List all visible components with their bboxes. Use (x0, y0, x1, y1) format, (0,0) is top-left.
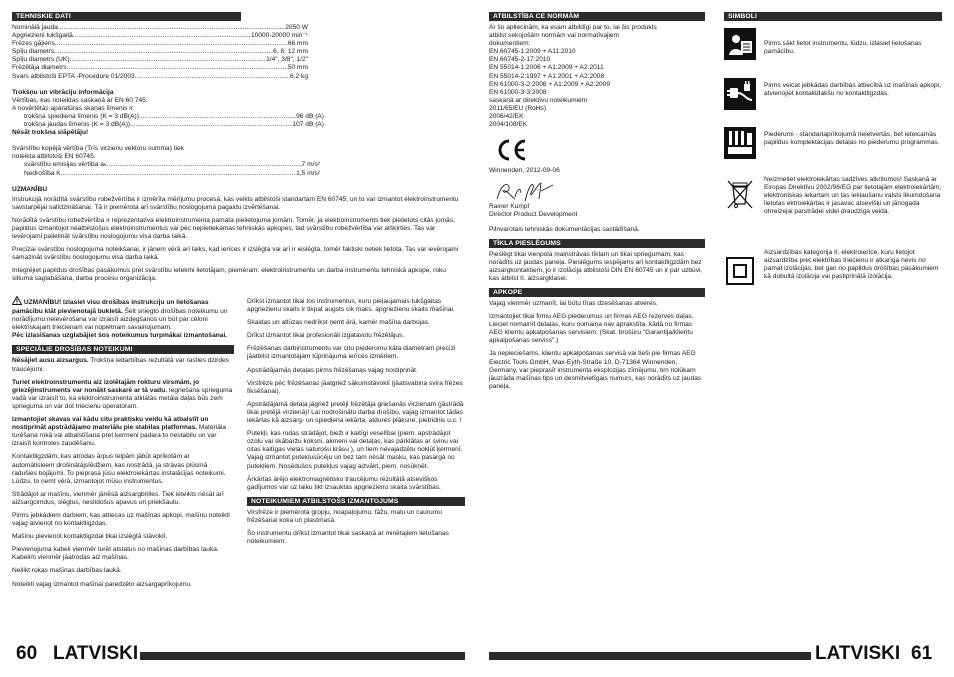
unplug-icon (724, 78, 756, 110)
spec-leader-dots (55, 40, 288, 48)
spec-label: Frēzētāja diametrs (12, 64, 67, 72)
spec-row (12, 48, 308, 56)
spec-value: 96 dB (A) (296, 112, 324, 120)
mains-connection-text: Pieslēgt tikai vienpola maiņstrāvas tīklam un tikai spriegumam, kas norādīts uz jaudas paneļa. Pieslēgums iespējams arī kontaktligzdām bez aizsargkontaktiem, jo ir izolācija atbilstoši DIN EN 60745 un ir par uzbūvi, kas atbilst II. aizsargklasei. (489, 250, 703, 282)
symbol-row (724, 127, 942, 167)
class-ii-icon (724, 255, 756, 287)
right-page-language: LATVISKI (815, 643, 901, 664)
signer-role: Director Product Development (489, 211, 578, 219)
symbol-row (724, 249, 942, 287)
spec-leader-dots (58, 24, 285, 32)
maintenance-heading: APKOPE (489, 288, 705, 297)
noise-heading: Trokšņu un vibrāciju informācija (12, 88, 114, 96)
spec-label: svārstību emisijas vērtība aₕ (24, 161, 107, 169)
spec-row (24, 121, 324, 129)
place-date: Winnenden, 2012-09-06 (489, 167, 560, 175)
middle-paragraph: Virsfrēze pēc frēzēšanas jāatgriež sākumstāvoklī (jāatsvabina svira frēzes fiksēšanai). (247, 379, 463, 395)
safety-warning: UZMANĪBU! Izlasiet visu drošības instrukciju un lietošanas pamācību klāt pievienotajā bukletā. Šeit sniegto drošības noteikumu un norādījumu neievērošana var izraisīt aizdegšanos un būt par cēloni elektriskajam triecienam vai nopietnam savainojumam. Pēc izlasīšanas uzglabājiet šos noteikumus turpmākai izmantošanai. (12, 296, 234, 340)
spec-value: 107 dB (A) (292, 121, 324, 129)
spec-value: 7 m/s² (301, 161, 320, 169)
vibration-specs (12, 161, 320, 177)
spec-row (12, 56, 308, 64)
spec-row (24, 170, 320, 178)
left-page-number: 60 (16, 643, 38, 664)
special-paragraph: Turiet elektroinstrumentu aiz izolētajām rokturu virsmām, jo griezējinstruments var nonākt saskarē ar tā vadu. Iegriešana sprieguma vadā var izraisīt to, ka elektroinstrumenta atklātās metāla daļas būs zem sprieguma un var dot triecienu operatoram. (12, 378, 233, 410)
tech-specs (12, 24, 308, 81)
symbol-row (724, 28, 942, 69)
attention-paragraph: Precīzai svārstību noslogojuma noteikšanai, ir jāņem vērā arī laiks, kad ierīces ir izslēgta vai arī ir ieslēgta, tomēr faktiski netiek lietota. Tas var ievērojami samazināt svārstību noslogojumu visa darba laikā. (12, 246, 459, 262)
left-lower-column (12, 296, 234, 594)
conformity-line: 2006/42/EK (489, 113, 524, 121)
spec-leader-dots (130, 121, 292, 129)
symbol-row (724, 176, 942, 240)
spec-row (12, 24, 308, 32)
spec-leader-dots (139, 113, 296, 121)
spec-value: 66 mm (287, 40, 308, 48)
spec-value: 50 mm (287, 64, 308, 72)
ce-mark (495, 139, 705, 161)
vibration-intro: Svārstību kopējā vērtība (Trīs virzienu vektoru summa) tiek (12, 145, 184, 153)
spec-leader-dots (67, 64, 288, 72)
spec-label: Nedrošība K (24, 169, 61, 177)
middle-paragraph: Drīkst izmantot tikai tos instrumentus, kuru pieļaujamais tukšgaitas apgriezienu skaits ir tikpat augsts cik maks. apgriezienu skaits mašīnai. (247, 298, 455, 314)
conformity-heading: ATBILSTĪBA CE NORMĀM (489, 12, 705, 21)
special-paragraph: Noteikti vajag izmantot mašīnai paredzēto aizsargaprīkojumu. (12, 580, 192, 588)
middle-column (247, 298, 465, 551)
right-page-number: 61 (911, 643, 933, 664)
spec-value: 2050 W (285, 24, 308, 31)
conformity-line: 2004/108/EK (489, 121, 528, 129)
attention-heading: UZMANĪBU (12, 185, 48, 193)
spec-label: Spīļu diametrs (12, 48, 55, 56)
signature (495, 179, 705, 203)
middle-paragraph: Šo instrumentu drīkst izmantot tikai saskaņā ar minētajiem lietošanas noteikumiem. (247, 529, 449, 546)
maintenance-paragraph: Vajag vienmēr uzmanīt, lai būtu tīras dzesēšanas atveres. (489, 299, 658, 307)
conformity-line: EN 60745-1:2009 + A11:2010 (489, 48, 576, 56)
right-left-column (489, 12, 705, 396)
special-safety-heading: SPECIĀLIE DROŠĪBAS NOTEIKUMI (12, 345, 234, 354)
symbol-text: Neizmetiet elektroiekārtas sadzīves atkritumos! Saskaņā ar Eiropas Direktīvu 2002/96/EG par lietotajām elektroiekārtām, elektroniskas iekartam un tas iekļaušanu valsts likumdošana lietotas ektroiekārtas ir jasavac atsevišķi un jānogada otrreizejai parstrādei videi draudziga veida. (764, 176, 942, 216)
spec-label: trokšņa spiediena līmenis (K = 3 dB(A)) (24, 112, 139, 120)
right-footer-bar (489, 652, 811, 660)
noise-specs (12, 113, 324, 129)
attention-paragraph: Integrējiet papildus drošības pasākumus pret svārstību ietekmi lietotājam, piemēram: elektroinstrumentu un darba instrumentu tehniskā apkope, roku siltuma saglabāšana, darba procesu organizācija. (12, 267, 446, 283)
special-paragraph: Pirms jebkādiem darbiem, kas attiecas uz mašīnas apkopi, mašīnu noteikti vajag atvienot no kontaktligzdas. (12, 511, 230, 528)
noise-intro-2: A novērtētās aparatūras skaņas līmenis ir: (12, 104, 135, 112)
conformity-line: EN 60745-2-17:2010 (489, 56, 551, 64)
weee-bin-icon (724, 178, 756, 210)
spec-row (24, 161, 320, 169)
authorized-note: Pilnvarotais tehniskās dokumentācijas sastādīšanā. (489, 225, 640, 233)
spec-row (12, 73, 308, 81)
spec-label: Frēzes gājiens (12, 40, 55, 48)
spec-leader-dots (70, 56, 267, 64)
spec-leader-dots (73, 32, 251, 40)
vibration-intro-2: noteikta atbilstoši EN 60745. (12, 153, 96, 161)
signer-name: Rainer Kumpf (489, 203, 530, 211)
symbols-column (724, 12, 942, 296)
accessories-icon (724, 127, 756, 159)
special-paragraph: Pievienojuma kabeli vienmēr turēt atstatus no mašīnas darbības lauka. Kabelim vienmēr jāatrodas aiz mašīnas. (12, 546, 219, 562)
conformity-line: EN 61000-3-3:2008 (489, 88, 547, 96)
spec-row (12, 40, 308, 48)
spec-label: Nominālā jauda (12, 24, 58, 31)
spec-label: Svars atbilstoši EPTA -Procedure 01/2003 (12, 72, 135, 80)
special-paragraph: Strādājot ar mašīnu, vienmēr jānēsā aizsargbrilles. Tiek ieteikts nēsāt arī aizsargcimdus, slēgtus, neslīdošus apavus un priekšautu. (12, 490, 224, 506)
spec-value: 6, 8, 12 mm (273, 48, 308, 56)
read-manual-icon (724, 28, 756, 60)
spec-value: 1/4", 3/8", 1/2" (266, 56, 308, 64)
attention-paragraph: Norādītā svārstību robežvērtība ir reprezentatīva elektroinstrumenta pamata pielietojuma jomām. Tomēr, ja elektroinstruments tiek pielietots citās jomās, papildus izmantojot neatbilstošus elektroinstrumentus vai pēc nepietiekamas tehniskās apkopes, tad svārstību robežvērtība var atšķirties. Tas var ievērojami palielināt svārstību noslogojumu visa darba laikā. (12, 216, 455, 241)
symbol-row (724, 78, 942, 118)
spec-value: 6,2 kg (290, 72, 308, 80)
spec-value: 1,5 m/s² (296, 169, 320, 177)
conformity-line: saskaņā ar direktīvu noteikumiem (489, 96, 588, 104)
conformity-line: atbilst sekojošām normām vai normatīvajiem (489, 32, 620, 40)
left-footer-bar (140, 652, 465, 660)
spec-label: Apgriezieni tukšgaitā (12, 32, 73, 40)
maintenance-paragraph: Ja nepieciešams, klientu apkalpošanas servisā vai tieši pie firmas AEG Electric Tools GmbH, Max-Eyth-Straße 10, D-71364 Winnenden, Germany, var pieprasīt instrumenta eksplozijas zīmējumu, tim nolūkam jāuzrāda mašīnas tips un desmitvietīgais numurs, kas norādīts uz jaudas paneļa. (489, 350, 702, 390)
symbol-text: Aizsardzības kategorija II, elektroierīce, kuru lietojot aizsardzība pret elektrības triecienu ir atkarīga nevis no pamat izolācijas, bet gan no papildus drošības pasākumiem kā dubultā izolācija vai pastiprinātā izolācija. (764, 249, 939, 281)
noise-intro: Vērtības, kas noteiktas saskaņā ar EN 60 745. (12, 96, 148, 104)
middle-paragraph: Apstrādājamā detaļa jāgriež pretēji frēzētāja griešanās virzienam (jāstrādā tikai pretējā virzienā)! Lai nodrošinātu darba drošību, vajag izmantot tādas iekārtas kā aizsarg- un spiediena iekārta, atdures plāksne, piebīdnis u.c. ! (247, 400, 464, 425)
symbol-text: Pirms sākt lietot instrumentu, lūdzu, izlasiet lietošanas pamācību. (764, 40, 922, 56)
spec-leader-dots (135, 73, 290, 81)
ear-protection-note: Nēsāt trokšņa slāpētāju! (12, 129, 89, 137)
spec-label: Spīļu diametrs (UK) (12, 56, 70, 64)
middle-paragraph: Putekļi, kas rodas strādājot, bieži ir kaitīgi veselībai (piem. apstrādājot ozolu vai skābaržu koksni, akmeni vai detaļas, kas pārklātas ar svinu vai citas kaitīgas vielas saturošu krāsu ), un tiem nevajadzētu nokļūt ķermenī. Vajag izmantot putekļusūcēju un bez tam nēsāt masku, kas pasargā no putekļiem. Nosēdušos putekļus vajag aizvākt, piem. nosūknēt. (247, 430, 463, 470)
symbols-heading: SIMBOLI (724, 12, 942, 21)
warning-triangle-icon (12, 296, 22, 308)
left-column (12, 12, 465, 289)
middle-paragraph: Drīkst izmantot tikai profesionāli izgatavotu frēzētājus. (247, 332, 405, 340)
spec-leader-dots (54, 48, 273, 56)
spec-leader-dots (107, 161, 302, 169)
spec-row (12, 32, 308, 40)
middle-paragraph: Apstrādājamās detaļas pirms frēzēšanas vajag nostiprināt. (247, 366, 418, 374)
mains-connection-heading: TĪKLA PIESLĒGUMS (489, 239, 705, 248)
maintenance-paragraph: Izmantojiet tikai firmu AEG piederumus un firmas AEG rezerves daļas. Lieciet nomainīt detaļas, kuru nomaiņa nav aprakstīta, kādā no firmas AEG klientu apkalpošanas servisiem. (Skat. brošūru "Garantija/klientu apkalpošanas serviss".) (489, 313, 694, 345)
conformity-line: EN 61000-3-2:2006 + A1:2009 + A2:2009 (489, 80, 610, 88)
symbol-text: Piederumi - standartaprīkojumā neietvertās, bet ieteicamās papildus komplektācijas detaļas no piederumu programmas. (764, 131, 940, 147)
symbol-text: Pirms veicat jebkādas darbības attiecībā uz mašīnas apkopi, atvienojiet kontaktdakšu no kontaktligzdas. (764, 82, 942, 98)
intended-use-heading: NOTEIKUMIEM ATBILSTOŠS IZMANTOJUMS (247, 497, 465, 506)
special-paragraph: Nēsājiet ausu aizsargus. Trokšņa iedarbības rezultātā var rasties dzirdes traucējumi. (12, 357, 229, 373)
attention-paragraph: Instrukcijā norādītā svārstību robežvērtība ir izmērīta mērījumu procesā, kas veikts atbilstoši standartam EN 60745, un to var izmantot elektroinstrumentu savstarpējai salīdzināšanai. Tā ir piemērota arī svārstību noslogojuma pagaidu izvērtēšanai. (12, 195, 459, 211)
conformity-line: 2011/65/EU (RoHs) (489, 104, 547, 112)
left-page-language: LATVISKI (53, 643, 139, 664)
special-paragraph: Kontaktligzdām, kas atrodas ārpus telpām jābūt aprīkotām ar automātiskiem drošinātājslēdžiem, kas nostrādā, ja strāvas plūsmā radušies bojājumi. To pieprasa jūsu elektroiekārtas instalācijas noteikumi. Lūdzu, to ņemt vērā, izmantojot mūsu instrumentus. (12, 453, 226, 485)
spec-label: trokšņa jaudas līmenis (K = 3 dB(A)) (24, 121, 131, 129)
tech-data-heading: TEHNISKIE DATI (12, 12, 241, 21)
conformity-line: dokumentiem: (489, 40, 531, 48)
spec-row (12, 64, 308, 72)
middle-paragraph: Virsfrēze ir piemērota gropju, noapaļojumu, fāžu, malu un caurumu frēzēšanai koka un plastmasā. (247, 508, 442, 524)
conformity-line: EN 55014-2:1997 + A1:2001 + A2:2008 (489, 72, 605, 80)
spec-value: 10000-20000 min⁻¹ (251, 32, 308, 40)
spec-row (24, 113, 324, 121)
special-paragraph: Izmantojiet skavas vai kādu citu praktisku veidu kā atbalstīt un nostiprināt apstrādājamo materiālu pie stabilas platformas. Materiāla turēšana rokā vai atbalstīšana pret ķermeni padara to nestabilu un var izraisīt kontroles zaudēšanu. (12, 416, 226, 448)
middle-paragraph: Ārkārtas ārējo elektromagnētisko traucējumu rezultātā atsevišķos gadījumos var uz laiku tikt izsauktas apgriezienu skaita svārstības. (247, 475, 441, 491)
special-paragraph: Mašīnu pievienot kontaktligzdai tikai izslēgtā stāvoklī. (12, 533, 168, 541)
conformity-line: EN 55014-1:2006 + A1:2009 + A2:2011 (489, 64, 604, 72)
special-paragraph: Neilikt rokas mašīnas darbības laukā. (12, 567, 122, 575)
middle-paragraph: Frēzēšanas darbinstrumentu var citu piederumu kāta diametram precīzi jāatbilst izmantotajam tūprinājuma ierīces izmēriem. (247, 345, 456, 361)
spec-leader-dots (61, 170, 297, 178)
conformity-lines (489, 24, 705, 129)
conformity-line: Ar šo apliecinām, ka esam atbildīgi par to, lai šis produkts (489, 24, 657, 31)
middle-paragraph: Skaidas un atlūzas nedrīkst ņemt ārā, kamēr mašīna darbojas. (247, 319, 430, 327)
